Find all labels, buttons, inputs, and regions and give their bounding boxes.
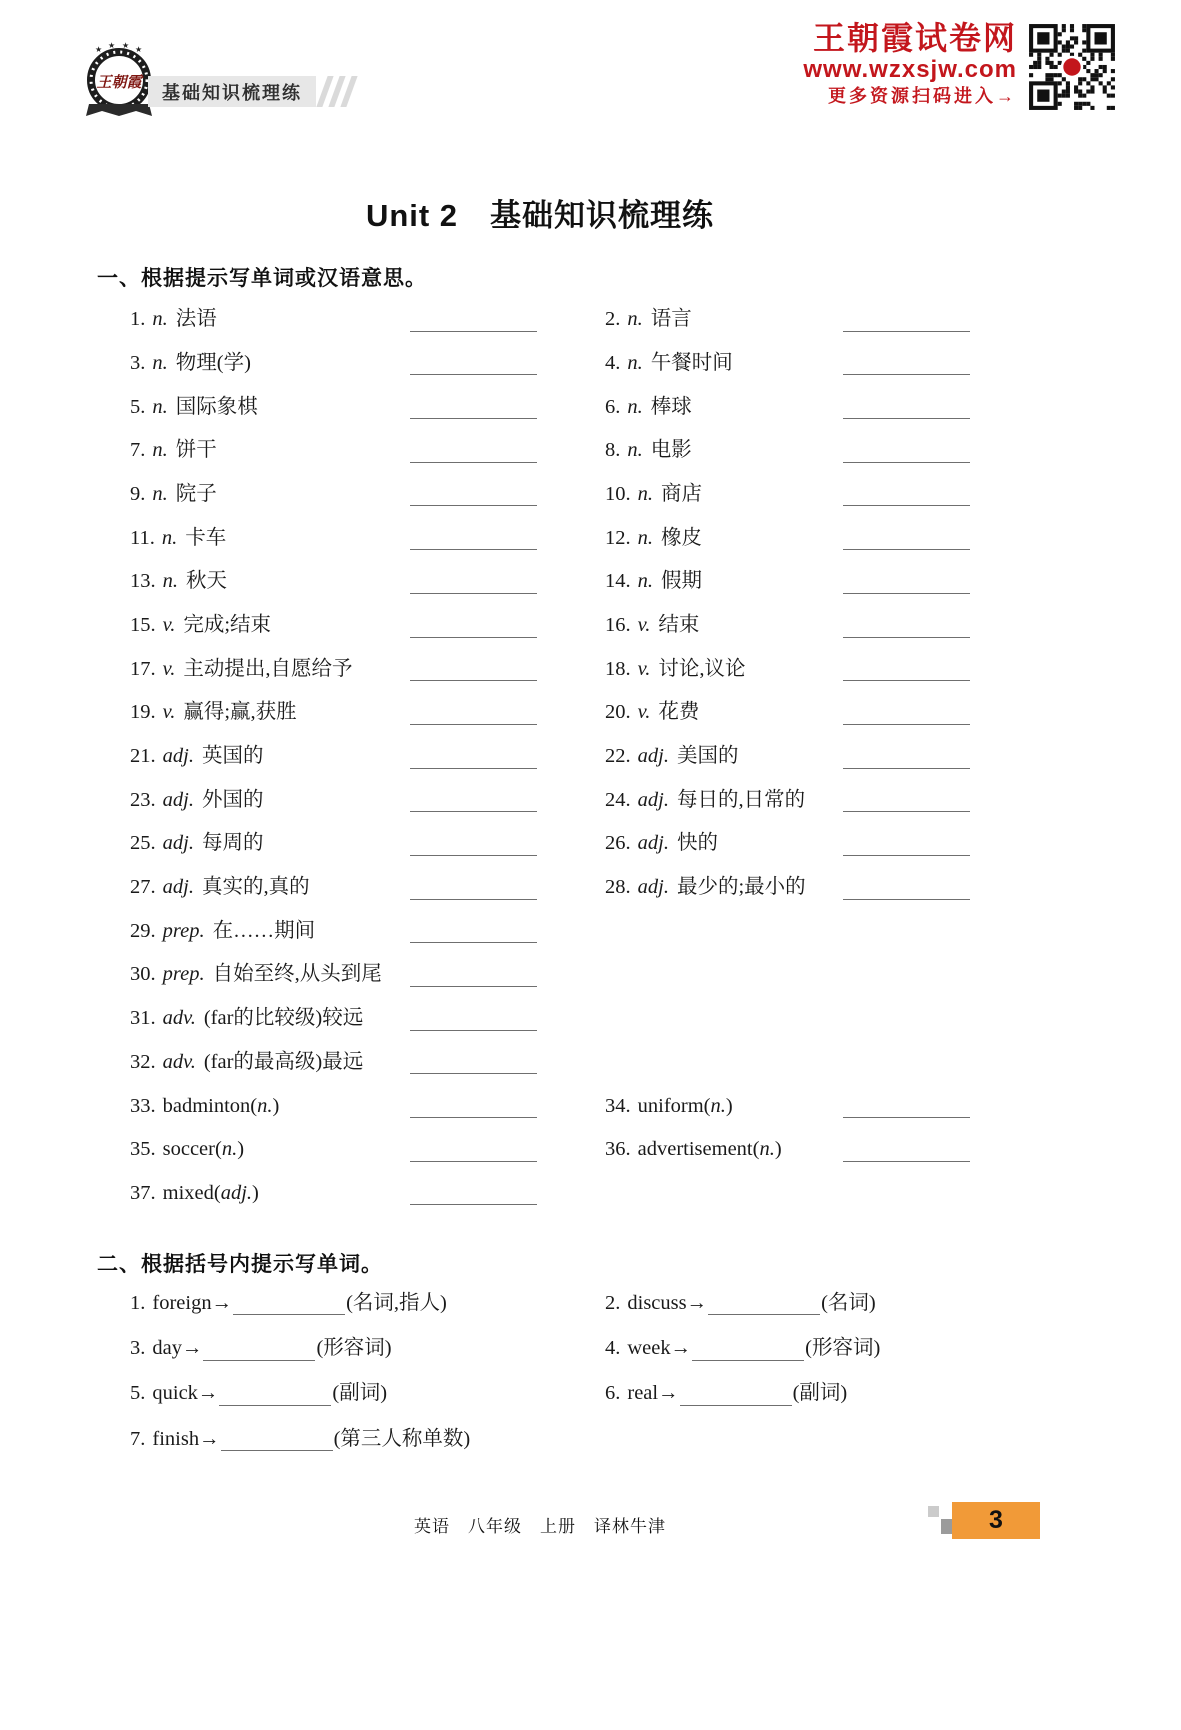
part-of-speech: v.: [162, 613, 176, 636]
item-number: 11.: [130, 526, 155, 549]
exercise-item: [605, 769, 970, 813]
item-label: [605, 570, 702, 594]
item-label: [605, 1138, 782, 1162]
footer-book-info: 英语 八年级 上册 译林牛津: [414, 1517, 666, 1536]
item-word: badminton(: [162, 1094, 258, 1117]
item-label: [605, 658, 745, 682]
answer-blank[interactable]: [410, 1200, 537, 1205]
star-icon: ★: [108, 42, 116, 50]
section2-heading: 二、根据括号内提示写单词。: [97, 1253, 383, 1276]
exercise-item: [97, 943, 537, 987]
exercise-row: [97, 900, 1037, 944]
exercise-row: [97, 1361, 1037, 1406]
item-number: 31.: [130, 1007, 156, 1030]
item-hint: 在……期间: [212, 919, 316, 942]
item-label: [605, 527, 702, 551]
item-hint: 快的: [676, 832, 718, 855]
part-of-speech: v.: [162, 657, 176, 680]
exercise-item: [605, 638, 970, 682]
item-hint: 外国的: [201, 788, 264, 811]
item-number: 1.: [130, 308, 146, 331]
exercise-item: [97, 987, 537, 1031]
paren-close: ): [252, 1181, 259, 1204]
item-hint: 卡车: [185, 526, 227, 549]
part-of-speech: n.: [627, 351, 643, 374]
item-hint: 结束: [658, 613, 700, 636]
item-hint: 美国的: [676, 745, 739, 767]
item-label: [605, 832, 718, 856]
paren-close: ): [725, 1094, 733, 1117]
item-label: [130, 352, 251, 376]
page-number-block: [952, 1502, 1040, 1539]
exercise-item: [97, 1361, 537, 1406]
exercise-item: [97, 288, 537, 332]
exercise-item: [97, 725, 537, 769]
item-number: 28.: [605, 876, 631, 899]
item-label: [130, 1007, 363, 1031]
part-of-speech: n.: [759, 1138, 775, 1161]
exercise-item: [97, 1270, 537, 1315]
part-of-speech: adj.: [162, 788, 194, 811]
item-label: [605, 308, 692, 332]
exercise-item: [605, 856, 970, 900]
exercise-item: [605, 1315, 970, 1360]
exercise-row: [97, 332, 1037, 376]
exercise-item: [605, 1270, 970, 1315]
part-of-speech: n.: [152, 482, 168, 505]
item-hint: (第三人称单数): [333, 1427, 471, 1450]
item-number: 6.: [605, 1382, 621, 1405]
item-label: [130, 876, 310, 900]
answer-blank[interactable]: [221, 1447, 333, 1451]
part-of-speech: adj.: [162, 876, 194, 899]
part-of-speech: n.: [152, 351, 168, 374]
paren-close: ): [272, 1094, 280, 1117]
item-hint: 英国的: [201, 745, 264, 767]
exercise-item: [97, 506, 537, 550]
part-of-speech: adj.: [162, 745, 194, 767]
exercise-row: [97, 987, 1037, 1031]
item-hint: 午餐时间: [650, 351, 733, 374]
exercise-item: [97, 812, 537, 856]
item-number: 23.: [130, 788, 156, 811]
qr-code: [1027, 22, 1117, 112]
part-of-speech: adv.: [162, 1007, 196, 1030]
exercise-item: [97, 1118, 537, 1162]
paren-close: ): [237, 1138, 245, 1161]
item-word: discuss→: [627, 1291, 708, 1314]
part-of-speech: v.: [637, 613, 651, 636]
item-hint: 真实的,真的: [201, 876, 310, 899]
star-icon: ★: [135, 45, 143, 54]
item-label: [130, 832, 263, 856]
item-label: [130, 701, 297, 725]
exercise-row: [97, 1162, 1037, 1206]
item-hint: 饼干: [175, 439, 217, 462]
part-of-speech: n.: [627, 308, 643, 331]
item-hint: 商店: [661, 482, 702, 505]
wangzhaoxia-logo: [86, 42, 152, 126]
exercise-item: [605, 550, 970, 594]
item-hint: (名词): [821, 1291, 876, 1314]
exercise-row: [97, 550, 1037, 594]
item-hint: 秋天: [186, 570, 227, 593]
site-tagline: 更多资源扫码进入→: [828, 86, 1017, 106]
exercise-row: [97, 725, 1037, 769]
item-number: 33.: [130, 1094, 156, 1117]
exercise-item: [97, 638, 537, 682]
item-number: 19.: [130, 701, 156, 724]
item-label: [130, 527, 226, 551]
item-number: 20.: [605, 701, 631, 724]
item-label: [605, 745, 738, 769]
exercise-row: [97, 288, 1037, 332]
site-url: www.wzxsjw.com: [803, 56, 1017, 83]
item-label: [605, 352, 733, 376]
exercise-item: [605, 332, 970, 376]
logo-script-text: 王朝霞: [96, 75, 142, 91]
item-label: [605, 1095, 733, 1119]
exercise-item: [605, 288, 970, 332]
item-label: [605, 876, 806, 900]
banner-label: 基础知识梳理练: [162, 82, 302, 103]
item-label: [605, 396, 692, 420]
exercise-item: [97, 1406, 537, 1451]
exercise-row: [97, 1118, 1037, 1162]
exercise-item: [97, 681, 537, 725]
item-hint: 国际象棋: [175, 395, 258, 418]
item-hint: (far的最高级)最远: [203, 1050, 364, 1073]
item-hint: 花费: [658, 701, 700, 724]
item-label: [605, 1337, 691, 1361]
item-label: [130, 308, 217, 332]
item-number: 17.: [130, 657, 156, 680]
part-of-speech: adj.: [162, 832, 194, 855]
item-hint: (副词): [792, 1382, 848, 1405]
part-of-speech: n.: [162, 570, 178, 593]
item-number: 7.: [130, 439, 146, 462]
part-of-speech: n.: [637, 526, 653, 549]
item-number: 7.: [130, 1427, 146, 1450]
item-hint: 橡皮: [661, 526, 702, 549]
item-number: 3.: [130, 1337, 146, 1360]
page-number: 3: [989, 1506, 1003, 1534]
exercise-row: [97, 506, 1037, 550]
item-hint: 法语: [175, 308, 217, 331]
exercise-row: [97, 1031, 1037, 1075]
item-hint: 语言: [650, 308, 692, 331]
exercise-item: [97, 1031, 537, 1075]
item-hint: (far的比较级)较远: [203, 1007, 364, 1030]
part-of-speech: v.: [637, 657, 651, 680]
exercise-row: [97, 1406, 1037, 1451]
exercise-row: [97, 594, 1037, 638]
part-of-speech: adj.: [220, 1181, 253, 1204]
item-hint: 物理(学): [175, 351, 251, 374]
exercise-row: [97, 463, 1037, 507]
exercise-item: [97, 332, 537, 376]
exercise-item: [97, 550, 537, 594]
item-number: 29.: [130, 919, 156, 942]
item-word: finish→: [152, 1427, 220, 1450]
item-label: [605, 1382, 679, 1406]
part-of-speech: prep.: [162, 963, 205, 986]
exercise-item: [605, 725, 970, 769]
item-label: [130, 920, 315, 944]
part-of-speech: n.: [637, 482, 653, 505]
exercise-row: [97, 856, 1037, 900]
item-number: 25.: [130, 832, 156, 855]
item-hint: (形容词): [316, 1337, 392, 1360]
item-label: [130, 1182, 259, 1206]
item-word: quick→: [152, 1382, 219, 1405]
part-of-speech: v.: [162, 701, 176, 724]
item-number: 5.: [130, 1382, 146, 1405]
exercise-item: [605, 506, 970, 550]
answer-blank[interactable]: [843, 895, 970, 900]
exercise-item: [97, 375, 537, 419]
item-hint: 每周的: [201, 832, 264, 855]
item-label: [605, 1292, 707, 1316]
item-label: [130, 1382, 218, 1406]
item-number: 15.: [130, 613, 156, 636]
item-label: [605, 483, 702, 507]
item-label: [130, 614, 271, 638]
exercise-row: [97, 638, 1037, 682]
exercise-row: [97, 1074, 1037, 1118]
part-of-speech: n.: [152, 395, 168, 418]
part-of-speech: adj.: [637, 832, 669, 855]
section2-items: [97, 1270, 1037, 1451]
item-number: 26.: [605, 832, 631, 855]
item-number: 6.: [605, 395, 621, 418]
site-name: 王朝霞试卷网: [812, 20, 1017, 56]
item-number: 24.: [605, 788, 631, 811]
exercise-item: [605, 1074, 970, 1118]
item-hint: 每日的,日常的: [676, 788, 806, 811]
part-of-speech: prep.: [162, 919, 205, 942]
item-hint: (副词): [332, 1382, 388, 1405]
item-number: 2.: [605, 1291, 621, 1314]
item-label: [605, 614, 699, 638]
exercise-item: [97, 463, 537, 507]
item-word: mixed(: [162, 1181, 221, 1204]
item-number: 8.: [605, 439, 621, 462]
item-label: [130, 1337, 202, 1361]
item-label: [130, 789, 263, 813]
exercise-item: [97, 1315, 537, 1360]
part-of-speech: n.: [161, 526, 178, 549]
part-of-speech: adj.: [637, 745, 669, 767]
qr-center-emblem: [1063, 58, 1080, 75]
star-icon: ★: [95, 45, 103, 54]
item-label: [130, 439, 217, 463]
part-of-speech: n.: [627, 395, 643, 418]
exercise-row: [97, 943, 1037, 987]
item-hint: 完成;结束: [183, 613, 272, 636]
item-number: 27.: [130, 876, 156, 899]
item-number: 21.: [130, 745, 156, 767]
masthead-text: [803, 22, 1017, 105]
exercise-item: [605, 1118, 970, 1162]
item-number: 3.: [130, 351, 146, 374]
item-number: 35.: [130, 1138, 156, 1161]
item-hint: 院子: [175, 482, 217, 505]
item-number: 12.: [605, 526, 631, 549]
item-number: 32.: [130, 1050, 156, 1073]
pixel-decoration: [928, 1506, 939, 1517]
item-hint: 电影: [650, 439, 692, 462]
item-label: [605, 701, 699, 725]
item-word: uniform(: [637, 1094, 711, 1117]
item-number: 9.: [130, 482, 146, 505]
exercise-row: [97, 769, 1037, 813]
item-number: 4.: [605, 1337, 621, 1360]
page-title: Unit 2 基础知识梳理练: [365, 198, 715, 233]
exercise-item: [605, 594, 970, 638]
exercise-item: [97, 419, 537, 463]
item-word: soccer(: [162, 1138, 222, 1161]
item-number: 2.: [605, 308, 621, 331]
part-of-speech: adj.: [637, 788, 669, 811]
exercise-item: [97, 1162, 537, 1206]
item-word: advertisement(: [637, 1138, 760, 1161]
header-banner: [148, 76, 316, 107]
item-number: 37.: [130, 1181, 156, 1204]
exercise-row: [97, 1270, 1037, 1315]
item-number: 13.: [130, 570, 156, 593]
part-of-speech: n.: [152, 439, 168, 462]
item-label: [130, 1051, 363, 1075]
exercise-item: [605, 1361, 970, 1406]
item-number: 36.: [605, 1138, 631, 1161]
item-hint: 主动提出,自愿给予: [183, 657, 353, 680]
item-number: 4.: [605, 351, 621, 374]
item-label: [130, 1292, 232, 1316]
item-number: 18.: [605, 657, 631, 680]
item-hint: 讨论,议论: [658, 657, 746, 680]
item-hint: 最少的;最小的: [676, 876, 806, 899]
part-of-speech: n.: [637, 570, 653, 593]
exercise-item: [97, 594, 537, 638]
part-of-speech: n.: [710, 1094, 726, 1117]
item-label: [130, 1095, 279, 1119]
exercise-row: [97, 681, 1037, 725]
item-label: [130, 1138, 244, 1162]
item-label: [130, 745, 263, 769]
exercise-item: [97, 769, 537, 813]
item-number: 16.: [605, 613, 631, 636]
exercise-item: [605, 419, 970, 463]
part-of-speech: n.: [221, 1138, 238, 1161]
item-hint: 棒球: [650, 395, 692, 418]
part-of-speech: n.: [627, 439, 643, 462]
logo-ribbon: [86, 104, 152, 116]
part-of-speech: n.: [257, 1094, 273, 1117]
item-label: [130, 963, 382, 987]
exercise-item: [605, 463, 970, 507]
exercise-row: [97, 812, 1037, 856]
item-hint: (形容词): [805, 1337, 881, 1360]
part-of-speech: n.: [152, 308, 168, 331]
exercise-item: [605, 681, 970, 725]
masthead: [803, 22, 1117, 112]
exercise-row: [97, 1315, 1037, 1360]
item-label: [130, 658, 352, 682]
item-word: foreign→: [152, 1291, 233, 1314]
paren-close: ): [774, 1138, 782, 1161]
item-label: [130, 483, 217, 507]
exercise-item: [97, 1074, 537, 1118]
item-hint: 赢得;赢,获胜: [183, 701, 297, 724]
item-word: week→: [627, 1337, 692, 1360]
section1-items: [97, 288, 1037, 1205]
item-hint: 自始至终,从头到尾: [212, 963, 382, 986]
item-hint: 假期: [661, 570, 702, 593]
item-label: [130, 396, 258, 420]
exercise-item: [97, 900, 537, 944]
item-label: [130, 570, 227, 594]
item-number: 30.: [130, 963, 156, 986]
exercise-item: [97, 856, 537, 900]
item-label: [605, 789, 805, 813]
exercise-item: [605, 375, 970, 419]
item-label: [130, 1428, 220, 1452]
item-number: 34.: [605, 1094, 631, 1117]
exercise-row: [97, 419, 1037, 463]
answer-blank[interactable]: [843, 1157, 970, 1162]
item-word: real→: [627, 1382, 679, 1405]
answer-blank[interactable]: [680, 1402, 792, 1406]
section1-heading: 一、根据提示写单词或汉语意思。: [97, 267, 427, 290]
item-hint: (名词,指人): [346, 1291, 447, 1314]
item-number: 5.: [130, 395, 146, 418]
item-number: 14.: [605, 570, 631, 593]
item-word: day→: [152, 1337, 203, 1360]
item-number: 10.: [605, 482, 631, 505]
part-of-speech: v.: [637, 701, 651, 724]
part-of-speech: adj.: [637, 876, 669, 899]
exercise-row: [97, 375, 1037, 419]
exercise-item: [605, 812, 970, 856]
item-number: 22.: [605, 745, 631, 767]
part-of-speech: adv.: [162, 1050, 196, 1073]
item-label: [605, 439, 692, 463]
item-number: 1.: [130, 1291, 146, 1314]
star-icon: ★: [122, 42, 130, 50]
